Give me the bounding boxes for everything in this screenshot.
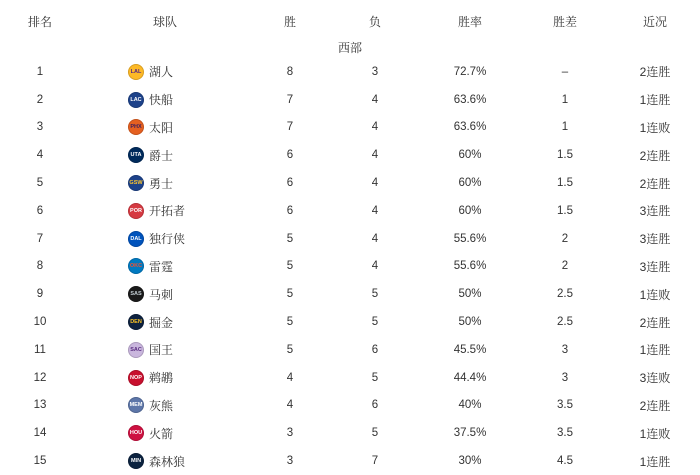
rank-cell: 11 (34, 343, 46, 356)
rank-cell: 2 (36, 93, 44, 106)
gb-cell: 1 (561, 93, 569, 106)
wins-cell: 4 (286, 371, 294, 384)
rank-cell: 1 (36, 65, 44, 78)
pct-cell: 50% (458, 316, 482, 329)
pct-cell: 72.7% (453, 65, 487, 78)
team-cell[interactable] (80, 175, 250, 192)
wins-cell: 6 (286, 149, 294, 162)
wins-cell: 5 (286, 316, 294, 329)
team-name: 火箭 (149, 426, 174, 441)
team-name: 快船 (149, 93, 174, 108)
losses-cell: 5 (371, 316, 379, 329)
streak-cell: 1连胜 (639, 343, 671, 358)
team-cell[interactable] (80, 258, 250, 275)
team-logo-icon: LAC (128, 92, 144, 108)
table-row (0, 86, 700, 114)
team-cell[interactable] (80, 314, 250, 331)
rank-cell: 7 (36, 232, 44, 245)
table-row (0, 225, 700, 253)
pct-cell: 63.6% (453, 121, 487, 134)
rank-cell: 6 (36, 204, 44, 217)
losses-cell: 4 (371, 260, 379, 273)
wins-cell: 5 (286, 288, 294, 301)
team-logo-icon: MIN (128, 453, 144, 469)
table-body (0, 58, 700, 475)
wins-cell: 5 (286, 343, 294, 356)
team-logo-icon: LAL (128, 64, 144, 80)
table-row (0, 392, 700, 420)
team-name: 灰熊 (149, 398, 174, 413)
team-cell[interactable] (80, 147, 250, 164)
pct-cell: 63.6% (453, 93, 487, 106)
rank-cell: 5 (36, 177, 44, 190)
team-logo-icon: OKC (128, 258, 144, 274)
wins-cell: 6 (286, 177, 294, 190)
table-row (0, 447, 700, 475)
team-cell[interactable] (80, 286, 250, 303)
wins-cell: 3 (286, 455, 294, 468)
losses-cell: 4 (371, 232, 379, 245)
team-logo-icon: POR (128, 203, 144, 219)
pct-cell: 55.6% (453, 260, 487, 273)
table-row (0, 336, 700, 364)
header-cell-streak: 近况 (642, 14, 667, 29)
streak-cell: 3连胜 (639, 204, 671, 219)
team-logo-icon: MEM (128, 397, 144, 413)
wins-cell: 8 (286, 65, 294, 78)
team-cell[interactable] (80, 341, 250, 358)
pct-cell: 45.5% (453, 343, 487, 356)
table-header (0, 6, 700, 36)
gb-cell: 2 (561, 232, 569, 245)
header-cell-wins: 胜 (283, 14, 296, 29)
gb-cell: 3 (561, 343, 569, 356)
gb-cell: 2 (561, 260, 569, 273)
rank-cell: 12 (33, 371, 47, 384)
streak-cell: 2连胜 (639, 65, 671, 80)
pct-cell: 37.5% (453, 427, 487, 440)
losses-cell: 5 (371, 427, 379, 440)
rank-cell: 8 (36, 260, 44, 273)
conference-section-label: 西部 (337, 40, 362, 55)
team-logo-icon: SAC (128, 342, 144, 358)
table-row (0, 308, 700, 336)
header-cell-team: 球队 (152, 14, 177, 29)
streak-cell: 1连败 (639, 426, 671, 441)
team-logo-icon: SAS (128, 286, 144, 302)
gb-cell: 2.5 (557, 288, 573, 301)
team-name: 马刺 (149, 287, 174, 302)
pct-cell: 30% (458, 455, 482, 468)
table-row (0, 419, 700, 447)
rank-cell: 3 (36, 121, 44, 134)
streak-cell: 1连败 (639, 287, 671, 302)
team-name: 国王 (149, 343, 174, 358)
streak-cell: 3连胜 (639, 259, 671, 274)
wins-cell: 7 (286, 93, 294, 106)
losses-cell: 6 (371, 399, 379, 412)
rank-cell: 14 (33, 427, 47, 440)
team-name: 太阳 (149, 120, 174, 135)
gb-cell: 1.5 (557, 204, 573, 217)
wins-cell: 6 (286, 204, 294, 217)
streak-cell: 2连胜 (639, 398, 671, 413)
team-name: 掘金 (149, 315, 174, 330)
team-name: 独行侠 (149, 232, 186, 247)
streak-cell: 1连胜 (639, 93, 671, 108)
team-logo-icon: HOU (128, 425, 144, 441)
pct-cell: 60% (458, 149, 482, 162)
losses-cell: 4 (371, 93, 379, 106)
table-row (0, 364, 700, 392)
team-name: 鹈鹕 (149, 371, 174, 386)
rank-cell: 10 (33, 316, 47, 329)
gb-cell: 4.5 (557, 455, 573, 468)
team-cell[interactable] (80, 397, 250, 414)
gb-cell: 1 (561, 121, 569, 134)
rank-cell: 15 (33, 455, 47, 468)
streak-cell: 2连胜 (639, 315, 671, 330)
pct-cell: 44.4% (453, 371, 487, 384)
losses-cell: 5 (371, 371, 379, 384)
team-logo-icon: PHX (128, 119, 144, 135)
team-logo-icon: DAL (128, 231, 144, 247)
team-cell[interactable] (80, 91, 250, 108)
losses-cell: 4 (371, 204, 379, 217)
gb-cell: 1.5 (557, 149, 573, 162)
losses-cell: 3 (371, 65, 379, 78)
wins-cell: 5 (286, 232, 294, 245)
table-row (0, 169, 700, 197)
team-cell[interactable] (80, 202, 250, 219)
losses-cell: 5 (371, 288, 379, 301)
streak-cell: 3连胜 (639, 232, 671, 247)
table-row (0, 197, 700, 225)
gb-cell: 3.5 (557, 399, 573, 412)
wins-cell: 7 (286, 121, 294, 134)
losses-cell: 6 (371, 343, 379, 356)
pct-cell: 60% (458, 204, 482, 217)
streak-cell: 3连败 (639, 371, 671, 386)
wins-cell: 4 (286, 399, 294, 412)
team-logo-icon: NOP (128, 370, 144, 386)
team-name: 森林狼 (149, 454, 186, 469)
wins-cell: 5 (286, 260, 294, 273)
team-logo-icon: GSW (128, 175, 144, 191)
team-name: 爵士 (149, 148, 174, 163)
table-row (0, 58, 700, 86)
rank-cell: 4 (36, 149, 44, 162)
team-cell[interactable] (80, 425, 250, 442)
losses-cell: 7 (371, 455, 379, 468)
pct-cell: 40% (458, 399, 482, 412)
header-cell-rank: 排名 (27, 14, 52, 29)
gb-cell: 2.5 (557, 316, 573, 329)
team-logo-icon: UTA (128, 147, 144, 163)
rank-cell: 9 (36, 288, 44, 301)
streak-cell: 2连胜 (639, 148, 671, 163)
team-cell[interactable] (80, 230, 250, 247)
header-cell-pct: 胜率 (457, 14, 482, 29)
table-row (0, 141, 700, 169)
team-cell[interactable] (80, 63, 250, 80)
streak-cell: 2连胜 (639, 176, 671, 191)
team-logo-icon: DEN (128, 314, 144, 330)
team-name: 湖人 (149, 65, 174, 80)
header-cell-gb: 胜差 (552, 14, 577, 29)
rank-cell: 13 (33, 399, 47, 412)
team-cell[interactable] (80, 369, 250, 386)
team-cell[interactable] (80, 119, 250, 136)
streak-cell: 1连败 (639, 120, 671, 135)
gb-cell: 3 (561, 371, 569, 384)
streak-cell: 1连胜 (639, 454, 671, 469)
losses-cell: 4 (371, 177, 379, 190)
team-name: 开拓者 (149, 204, 186, 219)
gb-cell: 3.5 (557, 427, 573, 440)
table-row (0, 114, 700, 142)
losses-cell: 4 (371, 149, 379, 162)
team-cell[interactable] (80, 453, 250, 470)
gb-cell: – (561, 65, 569, 78)
gb-cell: 1.5 (557, 177, 573, 190)
header-cell-losses: 负 (368, 14, 381, 29)
pct-cell: 55.6% (453, 232, 487, 245)
team-name: 勇士 (149, 176, 174, 191)
pct-cell: 50% (458, 288, 482, 301)
team-name: 雷霆 (149, 259, 174, 274)
table-row (0, 253, 700, 281)
wins-cell: 3 (286, 427, 294, 440)
losses-cell: 4 (371, 121, 379, 134)
pct-cell: 60% (458, 177, 482, 190)
table-row (0, 280, 700, 308)
